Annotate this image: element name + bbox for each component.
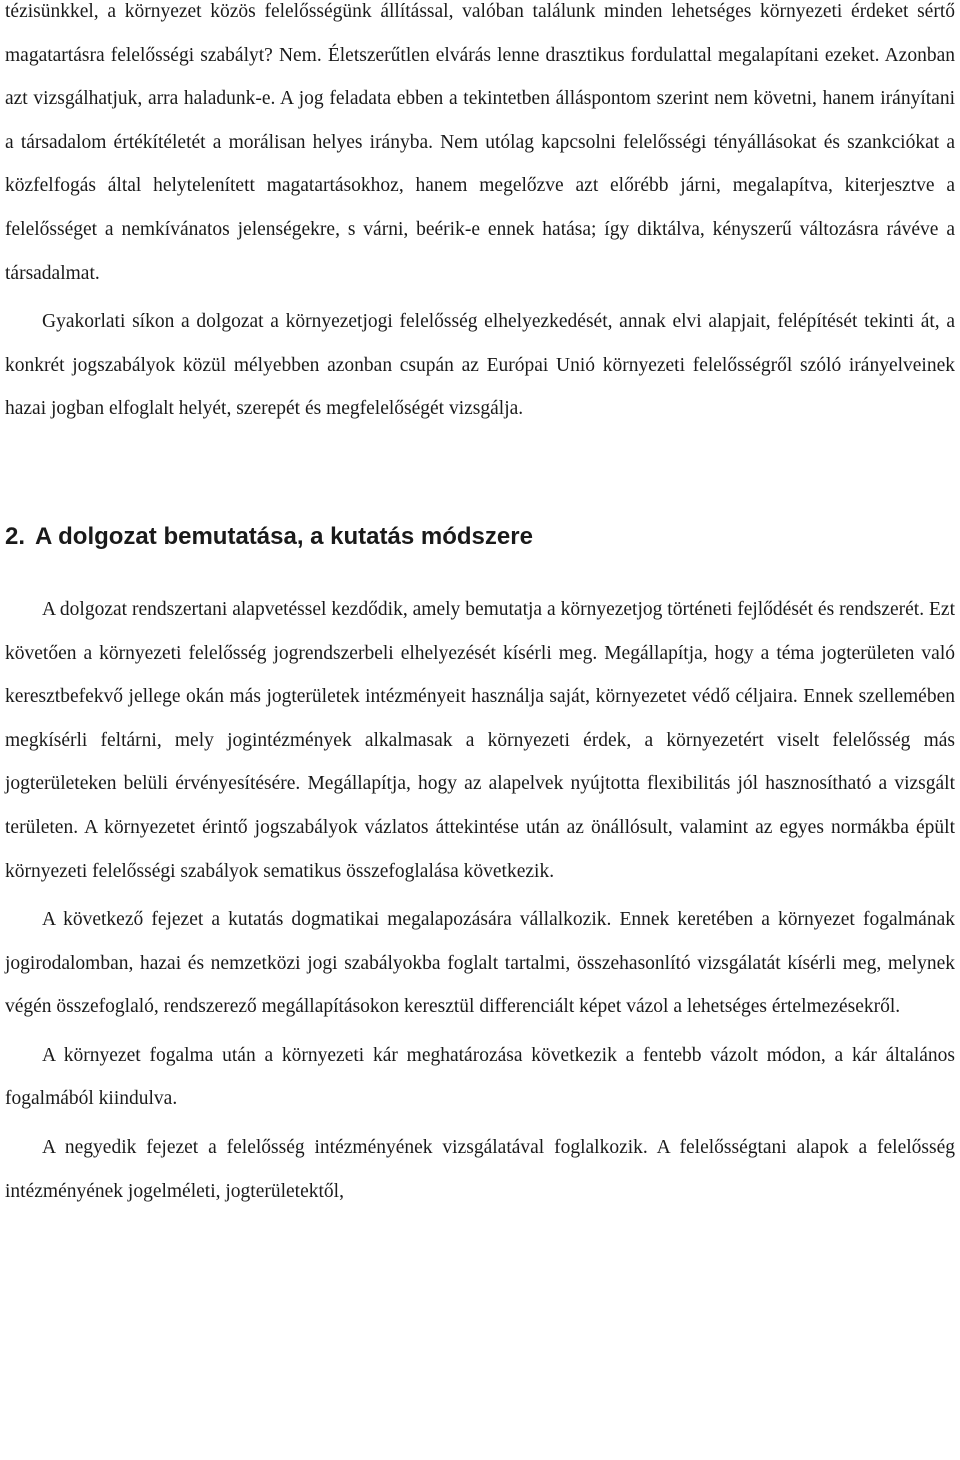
paragraph-1: tézisünkkel, a környezet közös felelősségünk állítással, valóban találunk minden lehetséges környezeti érdeket sértő magatartásra felelősségi szabályt? Nem. Életszerűtlen elvárás lenne drasztikus fordulattal megalapítani ezeket. Azonban azt vizsgálhatjuk, arra haladunk-e. A jog feladata ebben a tekintetben álláspontom szerint nem követni, hanem irányítani a társadalom értékítéletét a morálisan helyes irányba. Nem utólag kapcsolni felelősségi tényállásokat és szankciókat a közfelfogás által helytelenített magatartásokhoz, hanem megelőzve azt előrébb járni, megalapítva, kiterjesztve a felelősséget a nemkívánatos jelenségekre, s várni, beérik-e ennek hatása; így diktálva, kényszerű változásra rávéve a társadalmat.: [5, 1, 955, 284]
document-page: [5, 0, 955, 1213]
section-title: A dolgozat bemutatása, a kutatás módszere: [35, 522, 533, 550]
section-number: 2.: [5, 522, 26, 550]
paragraph-5: A környezet fogalma után a környezeti kár meghatározása következik a fentebb vázolt módon, a kár általános fogalmából kiindulva.: [5, 1044, 955, 1110]
paragraph-4: A következő fejezet a kutatás dogmatikai megalapozására vállalkozik. Ennek keretében a környezet fogalmának jogirodalomban, hazai és nemzetközi jogi szabályokba foglalt tartalmi, összehasonlító vizsgálatát kísérli meg, melynek végén összefoglaló, rendszerező megállapításokon keresztül differenciált képet vázol a lehetséges értelmezésekről.: [5, 909, 955, 1018]
paragraph-6: A negyedik fejezet a felelősség intézményének vizsgálatával foglalkozik. A felelősségtani alapok a felelősség intézményének jogelméleti, jogterületektől,: [5, 1137, 955, 1202]
paragraph-2: Gyakorlati síkon a dolgozat a környezetjogi felelősség elhelyezkedését, annak elvi alapjait, felépítését tekinti át, a konkrét jogszabályok közül mélyebben azonban csupán az Európai Unió környezeti felelősségről szóló irányelveinek hazai jogban elfoglalt helyét, szerepét és megfelelőségét vizsgálja.: [5, 311, 955, 420]
paragraph-3: A dolgozat rendszertani alapvetéssel kezdődik, amely bemutatja a környezetjog történeti fejlődését és rendszerét. Ezt követően a környezeti felelősség jogrendszerbeli elhelyezését kísérli meg. Megállapítja, hogy a téma jogterületen való keresztbefekvő jellege okán más jogterületek intézményeit használja saját, környezetet védő céljaira. Ennek szellemében megkísérli feltárni, mely jogintézmények alkalmasak a környezeti érdek, a környezetért viselt felelősség más jogterületeken belüli érvényesítésére. Megállapítja, hogy az alapelvek nyújtotta flexibilitás jól hasznosítható a vizsgált területen. A környezetet érintő jogszabályok vázlatos áttekintése után az önállósult, valamint az egyes normákba épült környezeti felelősségi szabályok sematikus összefoglalása következik.: [5, 598, 955, 882]
section-heading: [5, 517, 955, 557]
